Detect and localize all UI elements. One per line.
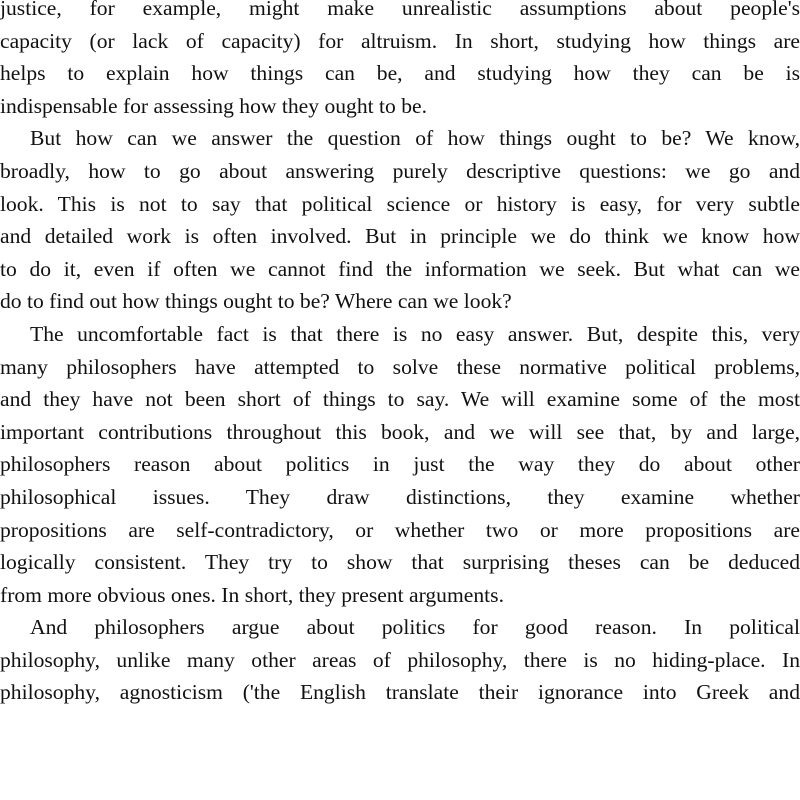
text-line: The uncomfortable fact is that there is no easy answer. But, despite this, very	[30, 321, 800, 346]
text-line: philosophical issues. They draw distinctions, they examine whether	[0, 484, 800, 509]
text-line: and detailed work is often involved. But in principle we do think we know how	[0, 224, 800, 249]
text-line: capacity (or lack of capacity) for altruism. In short, studying how things are	[0, 28, 800, 53]
paragraph-how-things-ought-to-be	[0, 122, 800, 318]
text-line: from more obvious ones. In short, they present arguments.	[0, 582, 504, 607]
paragraph-argue-about-politics	[0, 611, 800, 709]
text-line: broadly, how to go about answering purely descriptive questions: we go and	[0, 158, 800, 183]
text-line: logically consistent. They try to show that surprising theses can be deduced	[0, 550, 800, 575]
paragraph-altruism	[0, 0, 800, 122]
text-line: propositions are self-contradictory, or whether two or more propositions are	[0, 517, 800, 542]
text-line: to do it, even if often we cannot find the information we seek. But what can we	[0, 256, 800, 281]
text-line: philosophers reason about politics in just the way they do about other	[0, 452, 800, 477]
text-line: do to find out how things ought to be? Where can we look?	[0, 289, 512, 314]
text-line: And philosophers argue about politics for good reason. In political	[30, 615, 800, 640]
text-line: important contributions throughout this book, and we will see that, by and large,	[0, 419, 800, 444]
text-line: philosophy, unlike many other areas of philosophy, there is no hiding-place. In	[0, 647, 800, 672]
text-line: indispensable for assessing how they ought to be.	[0, 93, 428, 118]
text-line: helps to explain how things can be, and studying how they can be is	[0, 61, 800, 86]
paragraph-uncomfortable-fact	[0, 318, 800, 611]
text-line: But how can we answer the question of how things ought to be? We know,	[30, 126, 800, 151]
text-line: look. This is not to say that political science or history is easy, for very subtle	[0, 191, 800, 216]
text-line: justice, for example, might make unrealistic assumptions about people's	[0, 0, 800, 20]
text-line: and they have not been short of things to say. We will examine some of the most	[0, 387, 800, 412]
text-line: philosophy, agnosticism ('the English translate their ignorance into Greek and	[0, 680, 800, 705]
text-line: many philosophers have attempted to solve these normative political problems,	[0, 354, 800, 379]
